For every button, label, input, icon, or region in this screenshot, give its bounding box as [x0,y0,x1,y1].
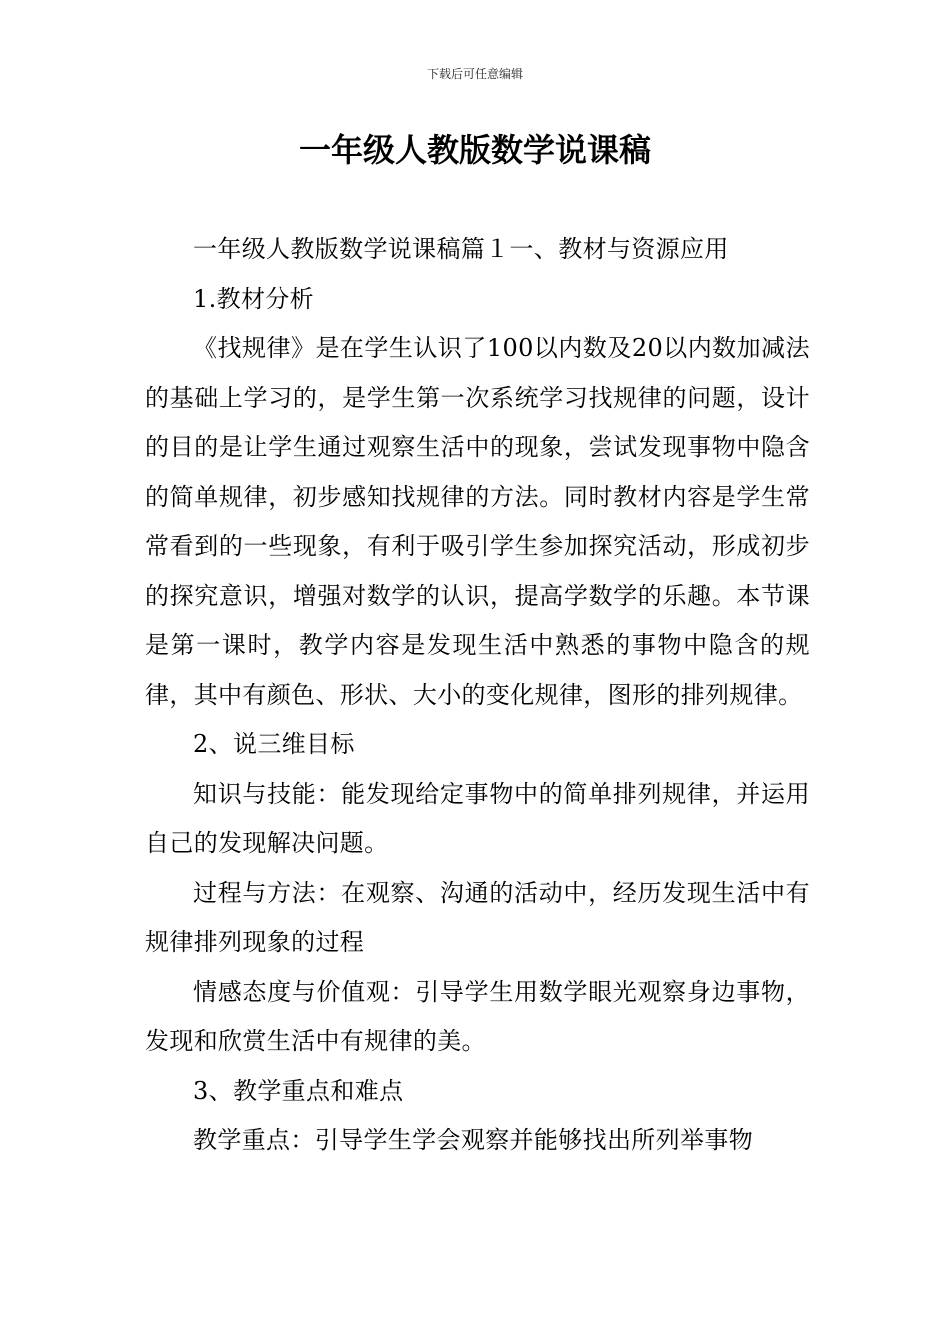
paragraph-process-methods: 过程与方法：在观察、沟通的活动中，经历发现生活中有规律排列现象的过程 [145,878,810,956]
paragraph-textbook-analysis: 《找规律》是在学生认识了100以内数及20以内数加减法的基础上学习的，是学生第一次系统学习找规律的问题，设计的目的是让学生通过观察生活中的现象，尝试发现事物中隐含的简单规律，初步感知找规律的方法。同时教材内容是学生常常看到的一些现象，有利于吸引学生参加探究活动，形成初步的探究意识，增强对数学的认识，提高学数学的乐趣。本节课是第一课时，教学内容是发现生活中熟悉的事物中隐含的规律，其中有颜色、形状、大小的变化规律，图形的排列规律。 [145,334,810,709]
document-body [145,225,810,1166]
heading-textbook-analysis: 1.教材分析 [193,284,314,313]
paragraph-intro: 一年级人教版数学说课稿篇１一、教材与资源应用 [193,235,729,263]
paragraph-key-points: 教学重点：引导学生学会观察并能够找出所列举事物 [193,1126,754,1154]
paragraph-knowledge-skills: 知识与技能：能发现给定事物中的简单排列规律，并运用自己的发现解决问题。 [145,779,810,857]
paragraph-attitude-values: 情感态度与价值观：引导学生用数学眼光观察身边事物，发现和欣赏生活中有规律的美。 [145,977,810,1055]
header-note: 下载后可任意编辑 [426,67,523,81]
heading-three-goals: 2、说三维目标 [193,730,355,758]
heading-key-points: 3、教学重点和难点 [193,1076,404,1105]
document-title: 一年级人教版数学说课稿 [298,131,651,169]
